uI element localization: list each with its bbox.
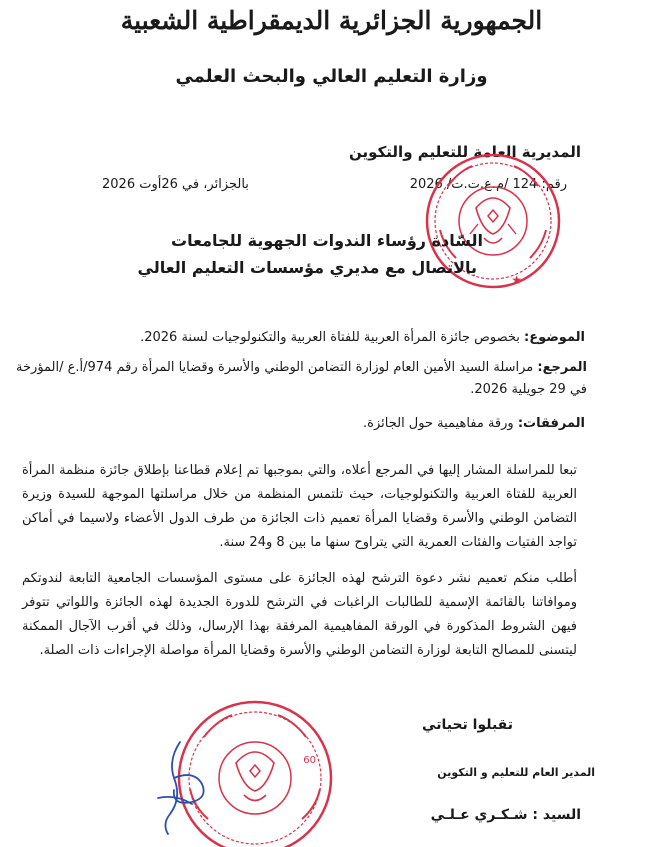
reference-field: [12, 357, 587, 401]
subject-text: بخصوص جائزة المرأة العربية للفتاة العربية والتكنولوجيات لسنة 2026.: [140, 330, 524, 345]
directorate-heading: المديرية العامة للتعليم والتكوين: [349, 143, 581, 161]
reference-text: مراسلة السيد الأمين العام لوزارة التضامن الوطني والأسرة وقضايا المرأة رقم 974/أ.ع /المؤرخة في 29 جويلية 2026.: [16, 360, 587, 397]
svg-text:60: 60: [303, 755, 316, 766]
attachments-field: [25, 413, 585, 435]
ministry-heading: وزارة التعليم العالي والبحث العلمي: [175, 66, 488, 87]
signer-title: المدير العام للتعليم و التكوين: [437, 766, 595, 779]
addressee-line-1: السّادة رؤساء الندوات الجهوية للجامعات: [171, 231, 483, 250]
closing-greeting: تقبلوا تحياتي: [422, 717, 513, 733]
reference-label: المرجع:: [537, 360, 587, 375]
body-paragraph-2: أطلب منكم تعميم نشر دعوة الترشح لهذه الجائزة على مستوى المؤسسات الجامعية التابعة لندوتكم وموافاتنا بالقائمة الإسمية للطالبات الراغبات في الترشح للدورة الجديدة لهذه الجائزة واللواتي تتوفر فيهن الشروط المذكورة في الورقة المفاهيمية المرفقة بهذا الإرسال، وذلك في أقرب الآجال الممكنة ليتسنى للمصالح التابعة لوزارة التضامن الوطني والأسرة وقضايا المرأة مواصلة الإجراءات ذات الصلة.: [22, 571, 577, 658]
reference-number: رقم: 124 /م.ع.ت.ت/ 2026: [409, 177, 567, 192]
place-date: بالجزائر، في 26أوت 2026: [102, 177, 249, 192]
republic-heading: الجمهورية الجزائرية الديمقراطية الشعبية: [120, 6, 543, 35]
attachments-text: ورقة مفاهيمية حول الجائزة.: [363, 416, 518, 431]
attachments-label: المرفقات:: [517, 416, 585, 431]
signer-name: السيد : شـكـري عـلـي: [430, 807, 581, 823]
subject-field: [25, 327, 585, 349]
subject-label: الموضوع:: [524, 330, 585, 345]
handwritten-signature: [150, 738, 210, 838]
svg-text:★: ★: [511, 273, 522, 287]
body-paragraph-1: تبعا للمراسلة المشار إليها في المرجع أعلاه، والتي بموجبها تم إعلام قطاعنا بإطلاق جائزة منظمة المرأة العربية للفتاة العربية والتكنولوجيات، حيث تلتمس المنظمة من خلال مراسلتها الموجهة للسيدة وزيرة التضامن الوطني والأسرة وقضايا المرأة تعميم ذات الجائزة من طرف الدول الأعضاء ولاسيما في أماكن تواجد الفتيات والفئات العمرية التي يتراوح سنها ما بين 8 و24 سنة.: [22, 463, 577, 550]
addressee-line-2: بالاتصال مع مديري مؤسسات التعليم العالي: [137, 258, 477, 277]
